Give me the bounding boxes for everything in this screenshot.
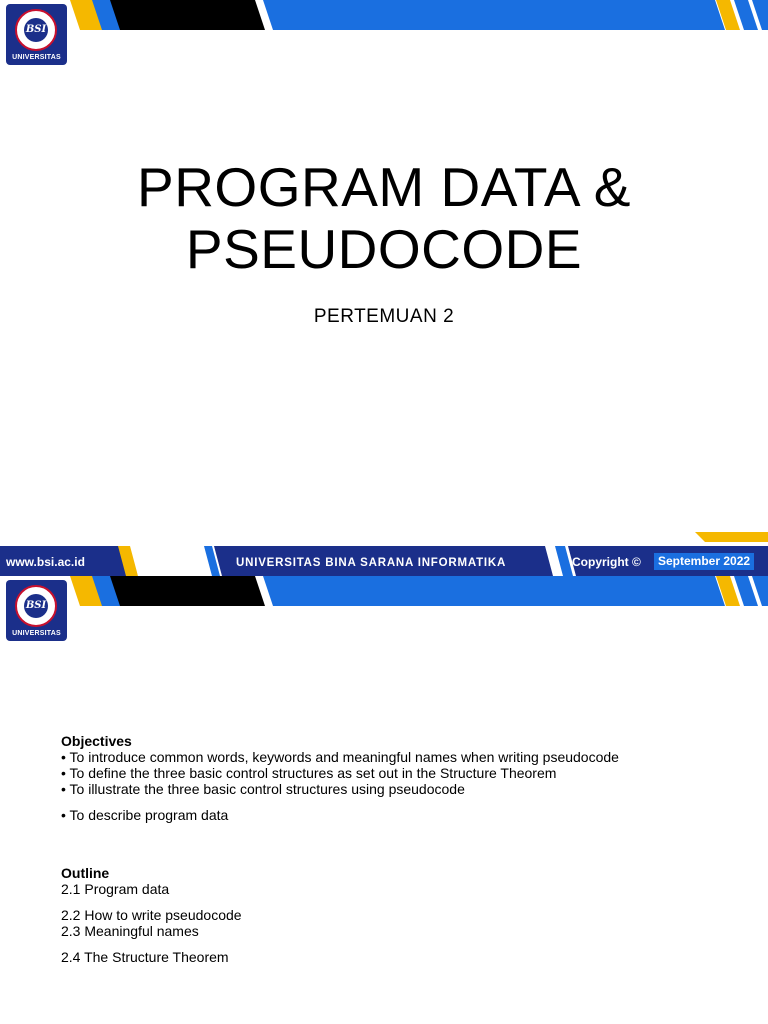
title-line-1: PROGRAM DATA & xyxy=(137,156,631,218)
title-line-2: PSEUDOCODE xyxy=(185,218,583,280)
header-decoration-bar xyxy=(0,576,768,606)
footer-bar xyxy=(0,532,768,576)
logo-text: UNIVERSITAS xyxy=(12,630,61,637)
footer-copyright: Copyright © xyxy=(572,555,641,569)
university-logo xyxy=(6,4,67,65)
objective-item: • To describe program data xyxy=(61,807,229,823)
outline-item: 2.3 Meaningful names xyxy=(61,923,199,939)
outline-item: 2.1 Program data xyxy=(61,881,170,897)
objective-item: • To introduce common words, keywords and meaningful names when writing pseudocode xyxy=(61,749,619,765)
footer-url-link[interactable]: www.bsi.ac.id xyxy=(6,555,85,569)
slide-objectives xyxy=(0,576,768,1024)
logo-text: UNIVERSITAS xyxy=(12,54,61,61)
footer-date: September 2022 xyxy=(654,553,754,570)
footer-decoration xyxy=(0,532,768,576)
outline-heading: Outline xyxy=(61,865,110,881)
objective-item: • To define the three basic control structures as set out in the Structure Theorem xyxy=(61,765,557,781)
header-decoration-bar xyxy=(0,0,768,30)
university-logo xyxy=(6,580,67,641)
logo-emblem-icon: BSI xyxy=(15,585,57,627)
slide-title-text xyxy=(0,156,768,280)
logo-emblem-icon: BSI xyxy=(15,9,57,51)
outline-item: 2.4 The Structure Theorem xyxy=(61,949,229,965)
slide-subtitle: PERTEMUAN 2 xyxy=(313,306,455,327)
objectives-heading: Objectives xyxy=(61,733,132,749)
outline-item: 2.2 How to write pseudocode xyxy=(61,907,242,923)
footer-university-name: UNIVERSITAS BINA SARANA INFORMATIKA xyxy=(236,557,507,569)
slide-body xyxy=(61,733,751,965)
objective-item: • To illustrate the three basic control structures using pseudocode xyxy=(61,781,465,797)
